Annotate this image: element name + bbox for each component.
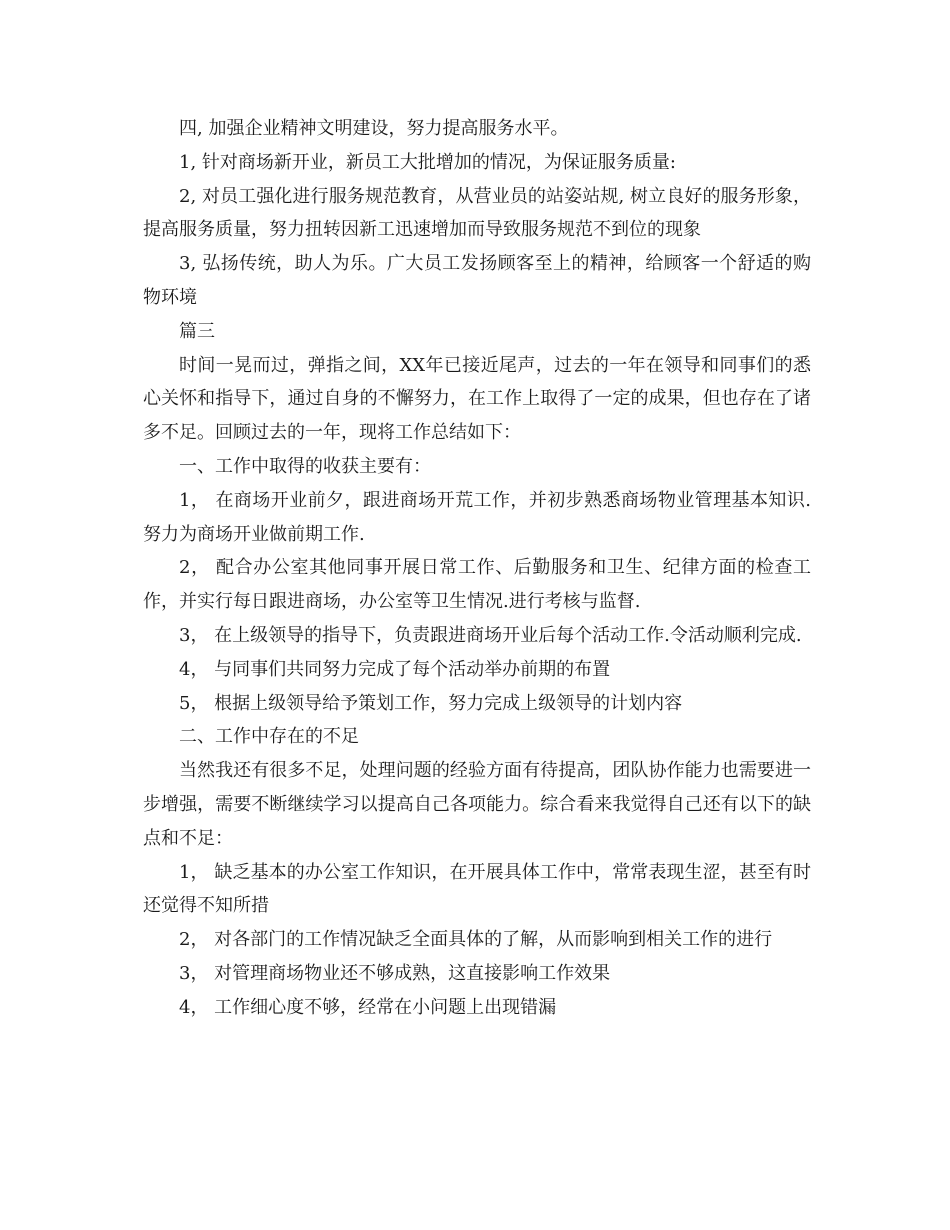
document-body	[143, 112, 811, 1025]
section-heading-achievements: 一、工作中取得的收获主要有：	[179, 455, 431, 477]
list-item: 3， 对管理商场物业还不够成熟，这直接影响工作效果	[179, 962, 611, 984]
list-item: 1, 针对商场新开业，新员工大批增加的情况，为保证服务质量:	[179, 151, 676, 173]
list-item: 2, 对员工强化进行服务规范教育，从营业员的站姿站规, 树立良好的服务形象，提高服务质量，努力扭转因新工迅速增加而导致服务规范不到位的现象	[143, 185, 811, 241]
intro-paragraph: 时间一晃而过，弹指之间，XX年已接近尾声，过去的一年在领导和同事们的悉心关怀和指导下，通过自身的不懈努力，在工作上取得了一定的成果，但也存在了诸多不足。回顾过去的一年，现将工作总结如下：	[143, 354, 811, 444]
section-heading-four: 四, 加强企业精神文明建设，努力提高服务水平。	[179, 118, 569, 139]
list-item: 3， 在上级领导的指导下，负责跟进商场开业后每个活动工作.令活动顺利完成.	[179, 624, 802, 646]
section-heading-shortcomings: 二、工作中存在的不足	[179, 726, 359, 748]
list-item: 4， 工作细心度不够，经常在小问题上出现错漏	[179, 996, 557, 1018]
list-item: 2， 对各部门的工作情况缺乏全面具体的了解，从而影响到相关工作的进行	[179, 929, 773, 951]
list-item: 5， 根据上级领导给予策划工作，努力完成上级领导的计划内容	[179, 692, 683, 714]
body-paragraph: 当然我还有很多不足，处理问题的经验方面有待提高，团队协作能力也需要进一步增强，需要不断继续学习以提高自己各项能力。综合看来我觉得自己还有以下的缺点和不足：	[143, 760, 811, 849]
list-item: 4， 与同事们共同努力完成了每个活动举办前期的布置	[179, 658, 611, 680]
section-title-part-three: 篇三	[179, 320, 215, 342]
list-item: 3, 弘扬传统，助人为乐。广大员工发扬顾客至上的精神，给顾客一个舒适的购物环境	[143, 253, 811, 308]
list-item: 2， 配合办公室其他同事开展日常工作、后勤服务和卫生、纪律方面的检查工作，并实行每日跟进商场，办公室等卫生情况.进行考核与监督.	[143, 557, 811, 613]
list-item: 1， 缺乏基本的办公室工作知识，在开展具体工作中，常常表现生涩，甚至有时还觉得不知所措	[143, 861, 811, 917]
list-item: 1， 在商场开业前夕，跟进商场开荒工作，并初步熟悉商场物业管理基本知识.努力为商场开业做前期工作.	[143, 489, 811, 545]
